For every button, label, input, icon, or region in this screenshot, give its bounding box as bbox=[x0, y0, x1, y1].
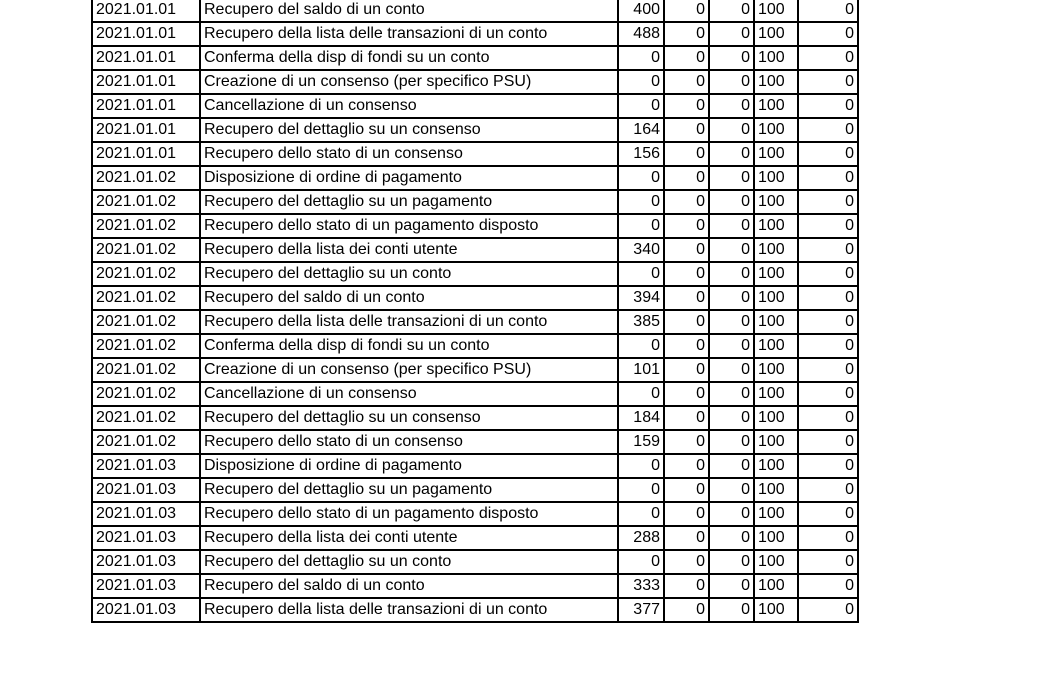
date-cell: 2021.01.02 bbox=[92, 358, 200, 382]
value-cell-5: 0 bbox=[798, 22, 858, 46]
value-cell-1: 0 bbox=[618, 46, 664, 70]
value-cell-5: 0 bbox=[798, 526, 858, 550]
date-cell: 2021.01.02 bbox=[92, 310, 200, 334]
value-cell-4: 100 bbox=[754, 454, 798, 478]
table-row bbox=[92, 142, 858, 166]
table-row bbox=[92, 0, 858, 22]
value-cell-4: 100 bbox=[754, 22, 798, 46]
table-row bbox=[92, 166, 858, 190]
operation-cell: Recupero della lista delle transazioni di un conto bbox=[200, 22, 618, 46]
table-row bbox=[92, 190, 858, 214]
value-cell-3: 0 bbox=[709, 478, 754, 502]
value-cell-3: 0 bbox=[709, 310, 754, 334]
value-cell-3: 0 bbox=[709, 382, 754, 406]
value-cell-3: 0 bbox=[709, 118, 754, 142]
operation-cell: Recupero del dettaglio su un conto bbox=[200, 550, 618, 574]
value-cell-1: 0 bbox=[618, 478, 664, 502]
value-cell-1: 184 bbox=[618, 406, 664, 430]
operation-cell: Recupero dello stato di un pagamento disposto bbox=[200, 214, 618, 238]
value-cell-2: 0 bbox=[664, 0, 709, 22]
value-cell-5: 0 bbox=[798, 94, 858, 118]
value-cell-5: 0 bbox=[798, 46, 858, 70]
value-cell-1: 0 bbox=[618, 454, 664, 478]
data-table bbox=[91, 0, 859, 623]
value-cell-1: 156 bbox=[618, 142, 664, 166]
value-cell-4: 100 bbox=[754, 310, 798, 334]
value-cell-2: 0 bbox=[664, 46, 709, 70]
date-cell: 2021.01.01 bbox=[92, 118, 200, 142]
value-cell-2: 0 bbox=[664, 454, 709, 478]
value-cell-3: 0 bbox=[709, 94, 754, 118]
value-cell-5: 0 bbox=[798, 262, 858, 286]
table-body bbox=[92, 0, 858, 622]
value-cell-5: 0 bbox=[798, 430, 858, 454]
value-cell-4: 100 bbox=[754, 166, 798, 190]
value-cell-1: 159 bbox=[618, 430, 664, 454]
value-cell-2: 0 bbox=[664, 598, 709, 622]
operation-cell: Recupero della lista dei conti utente bbox=[200, 526, 618, 550]
value-cell-5: 0 bbox=[798, 142, 858, 166]
value-cell-1: 400 bbox=[618, 0, 664, 22]
table-row bbox=[92, 454, 858, 478]
date-cell: 2021.01.03 bbox=[92, 598, 200, 622]
value-cell-5: 0 bbox=[798, 406, 858, 430]
value-cell-4: 100 bbox=[754, 142, 798, 166]
value-cell-5: 0 bbox=[798, 574, 858, 598]
value-cell-4: 100 bbox=[754, 70, 798, 94]
operation-cell: Recupero del saldo di un conto bbox=[200, 0, 618, 22]
value-cell-2: 0 bbox=[664, 22, 709, 46]
date-cell: 2021.01.02 bbox=[92, 286, 200, 310]
operation-cell: Recupero del dettaglio su un consenso bbox=[200, 406, 618, 430]
value-cell-5: 0 bbox=[798, 118, 858, 142]
value-cell-3: 0 bbox=[709, 46, 754, 70]
spreadsheet-page bbox=[91, 0, 859, 623]
value-cell-2: 0 bbox=[664, 190, 709, 214]
table-row bbox=[92, 502, 858, 526]
value-cell-3: 0 bbox=[709, 70, 754, 94]
date-cell: 2021.01.02 bbox=[92, 382, 200, 406]
value-cell-4: 100 bbox=[754, 190, 798, 214]
table-row bbox=[92, 262, 858, 286]
value-cell-2: 0 bbox=[664, 238, 709, 262]
value-cell-3: 0 bbox=[709, 334, 754, 358]
value-cell-1: 0 bbox=[618, 334, 664, 358]
value-cell-5: 0 bbox=[798, 358, 858, 382]
operation-cell: Recupero del saldo di un conto bbox=[200, 286, 618, 310]
table-row bbox=[92, 406, 858, 430]
table-row bbox=[92, 22, 858, 46]
value-cell-1: 0 bbox=[618, 214, 664, 238]
value-cell-3: 0 bbox=[709, 406, 754, 430]
value-cell-4: 100 bbox=[754, 94, 798, 118]
operation-cell: Recupero della lista delle transazioni di un conto bbox=[200, 310, 618, 334]
table-row bbox=[92, 358, 858, 382]
value-cell-2: 0 bbox=[664, 334, 709, 358]
value-cell-4: 100 bbox=[754, 406, 798, 430]
value-cell-1: 101 bbox=[618, 358, 664, 382]
value-cell-5: 0 bbox=[798, 70, 858, 94]
table-row bbox=[92, 286, 858, 310]
value-cell-4: 100 bbox=[754, 46, 798, 70]
value-cell-4: 100 bbox=[754, 334, 798, 358]
value-cell-3: 0 bbox=[709, 358, 754, 382]
date-cell: 2021.01.02 bbox=[92, 334, 200, 358]
date-cell: 2021.01.02 bbox=[92, 214, 200, 238]
table-row bbox=[92, 526, 858, 550]
operation-cell: Recupero dello stato di un pagamento disposto bbox=[200, 502, 618, 526]
value-cell-2: 0 bbox=[664, 406, 709, 430]
value-cell-5: 0 bbox=[798, 166, 858, 190]
operation-cell: Creazione di un consenso (per specifico PSU) bbox=[200, 70, 618, 94]
value-cell-4: 100 bbox=[754, 0, 798, 22]
date-cell: 2021.01.01 bbox=[92, 0, 200, 22]
date-cell: 2021.01.03 bbox=[92, 454, 200, 478]
operation-cell: Recupero dello stato di un consenso bbox=[200, 430, 618, 454]
value-cell-2: 0 bbox=[664, 166, 709, 190]
operation-cell: Recupero del dettaglio su un pagamento bbox=[200, 190, 618, 214]
value-cell-1: 488 bbox=[618, 22, 664, 46]
operation-cell: Conferma della disp di fondi su un conto bbox=[200, 334, 618, 358]
date-cell: 2021.01.02 bbox=[92, 166, 200, 190]
value-cell-4: 100 bbox=[754, 382, 798, 406]
value-cell-1: 0 bbox=[618, 166, 664, 190]
table-row bbox=[92, 430, 858, 454]
date-cell: 2021.01.03 bbox=[92, 478, 200, 502]
date-cell: 2021.01.03 bbox=[92, 574, 200, 598]
value-cell-2: 0 bbox=[664, 574, 709, 598]
table-row bbox=[92, 574, 858, 598]
value-cell-5: 0 bbox=[798, 334, 858, 358]
value-cell-4: 100 bbox=[754, 502, 798, 526]
operation-cell: Recupero del dettaglio su un consenso bbox=[200, 118, 618, 142]
table-row bbox=[92, 94, 858, 118]
value-cell-1: 394 bbox=[618, 286, 664, 310]
operation-cell: Disposizione di ordine di pagamento bbox=[200, 166, 618, 190]
date-cell: 2021.01.03 bbox=[92, 550, 200, 574]
value-cell-5: 0 bbox=[798, 190, 858, 214]
value-cell-1: 340 bbox=[618, 238, 664, 262]
value-cell-5: 0 bbox=[798, 382, 858, 406]
value-cell-3: 0 bbox=[709, 190, 754, 214]
value-cell-2: 0 bbox=[664, 478, 709, 502]
value-cell-2: 0 bbox=[664, 94, 709, 118]
value-cell-5: 0 bbox=[798, 598, 858, 622]
value-cell-1: 0 bbox=[618, 502, 664, 526]
value-cell-2: 0 bbox=[664, 262, 709, 286]
date-cell: 2021.01.02 bbox=[92, 406, 200, 430]
value-cell-3: 0 bbox=[709, 598, 754, 622]
value-cell-4: 100 bbox=[754, 550, 798, 574]
operation-cell: Recupero del saldo di un conto bbox=[200, 574, 618, 598]
value-cell-4: 100 bbox=[754, 478, 798, 502]
table-row bbox=[92, 382, 858, 406]
value-cell-1: 385 bbox=[618, 310, 664, 334]
date-cell: 2021.01.01 bbox=[92, 46, 200, 70]
value-cell-3: 0 bbox=[709, 502, 754, 526]
date-cell: 2021.01.01 bbox=[92, 94, 200, 118]
value-cell-2: 0 bbox=[664, 142, 709, 166]
value-cell-5: 0 bbox=[798, 0, 858, 22]
value-cell-3: 0 bbox=[709, 238, 754, 262]
operation-cell: Disposizione di ordine di pagamento bbox=[200, 454, 618, 478]
value-cell-3: 0 bbox=[709, 550, 754, 574]
operation-cell: Cancellazione di un consenso bbox=[200, 382, 618, 406]
date-cell: 2021.01.02 bbox=[92, 238, 200, 262]
table-row bbox=[92, 46, 858, 70]
operation-cell: Creazione di un consenso (per specifico PSU) bbox=[200, 358, 618, 382]
value-cell-4: 100 bbox=[754, 214, 798, 238]
value-cell-5: 0 bbox=[798, 454, 858, 478]
table-row bbox=[92, 118, 858, 142]
value-cell-5: 0 bbox=[798, 550, 858, 574]
value-cell-5: 0 bbox=[798, 310, 858, 334]
value-cell-2: 0 bbox=[664, 430, 709, 454]
value-cell-3: 0 bbox=[709, 526, 754, 550]
value-cell-2: 0 bbox=[664, 310, 709, 334]
value-cell-4: 100 bbox=[754, 598, 798, 622]
value-cell-1: 333 bbox=[618, 574, 664, 598]
value-cell-3: 0 bbox=[709, 0, 754, 22]
value-cell-1: 288 bbox=[618, 526, 664, 550]
value-cell-4: 100 bbox=[754, 118, 798, 142]
value-cell-4: 100 bbox=[754, 526, 798, 550]
value-cell-3: 0 bbox=[709, 262, 754, 286]
value-cell-5: 0 bbox=[798, 286, 858, 310]
value-cell-4: 100 bbox=[754, 430, 798, 454]
value-cell-2: 0 bbox=[664, 358, 709, 382]
value-cell-3: 0 bbox=[709, 454, 754, 478]
value-cell-1: 0 bbox=[618, 550, 664, 574]
value-cell-2: 0 bbox=[664, 286, 709, 310]
value-cell-4: 100 bbox=[754, 262, 798, 286]
value-cell-3: 0 bbox=[709, 166, 754, 190]
table-row bbox=[92, 70, 858, 94]
value-cell-2: 0 bbox=[664, 70, 709, 94]
date-cell: 2021.01.02 bbox=[92, 190, 200, 214]
value-cell-2: 0 bbox=[664, 550, 709, 574]
value-cell-2: 0 bbox=[664, 118, 709, 142]
value-cell-3: 0 bbox=[709, 214, 754, 238]
date-cell: 2021.01.01 bbox=[92, 22, 200, 46]
value-cell-1: 377 bbox=[618, 598, 664, 622]
operation-cell: Recupero del dettaglio su un conto bbox=[200, 262, 618, 286]
operation-cell: Conferma della disp di fondi su un conto bbox=[200, 46, 618, 70]
date-cell: 2021.01.02 bbox=[92, 430, 200, 454]
table-row bbox=[92, 334, 858, 358]
table-row bbox=[92, 598, 858, 622]
value-cell-5: 0 bbox=[798, 478, 858, 502]
value-cell-1: 0 bbox=[618, 94, 664, 118]
value-cell-3: 0 bbox=[709, 142, 754, 166]
date-cell: 2021.01.03 bbox=[92, 502, 200, 526]
value-cell-2: 0 bbox=[664, 502, 709, 526]
date-cell: 2021.01.02 bbox=[92, 262, 200, 286]
value-cell-2: 0 bbox=[664, 526, 709, 550]
value-cell-5: 0 bbox=[798, 214, 858, 238]
operation-cell: Cancellazione di un consenso bbox=[200, 94, 618, 118]
value-cell-5: 0 bbox=[798, 502, 858, 526]
operation-cell: Recupero del dettaglio su un pagamento bbox=[200, 478, 618, 502]
table-row bbox=[92, 478, 858, 502]
table-row bbox=[92, 550, 858, 574]
value-cell-4: 100 bbox=[754, 358, 798, 382]
value-cell-4: 100 bbox=[754, 238, 798, 262]
value-cell-3: 0 bbox=[709, 430, 754, 454]
value-cell-3: 0 bbox=[709, 22, 754, 46]
value-cell-2: 0 bbox=[664, 382, 709, 406]
value-cell-3: 0 bbox=[709, 286, 754, 310]
value-cell-1: 0 bbox=[618, 70, 664, 94]
value-cell-2: 0 bbox=[664, 214, 709, 238]
value-cell-1: 0 bbox=[618, 382, 664, 406]
table-row bbox=[92, 238, 858, 262]
value-cell-1: 0 bbox=[618, 262, 664, 286]
date-cell: 2021.01.01 bbox=[92, 70, 200, 94]
date-cell: 2021.01.01 bbox=[92, 142, 200, 166]
table-row bbox=[92, 214, 858, 238]
operation-cell: Recupero della lista dei conti utente bbox=[200, 238, 618, 262]
operation-cell: Recupero dello stato di un consenso bbox=[200, 142, 618, 166]
value-cell-5: 0 bbox=[798, 238, 858, 262]
value-cell-4: 100 bbox=[754, 286, 798, 310]
value-cell-3: 0 bbox=[709, 574, 754, 598]
value-cell-1: 164 bbox=[618, 118, 664, 142]
table-row bbox=[92, 310, 858, 334]
value-cell-1: 0 bbox=[618, 190, 664, 214]
operation-cell: Recupero della lista delle transazioni di un conto bbox=[200, 598, 618, 622]
date-cell: 2021.01.03 bbox=[92, 526, 200, 550]
value-cell-4: 100 bbox=[754, 574, 798, 598]
